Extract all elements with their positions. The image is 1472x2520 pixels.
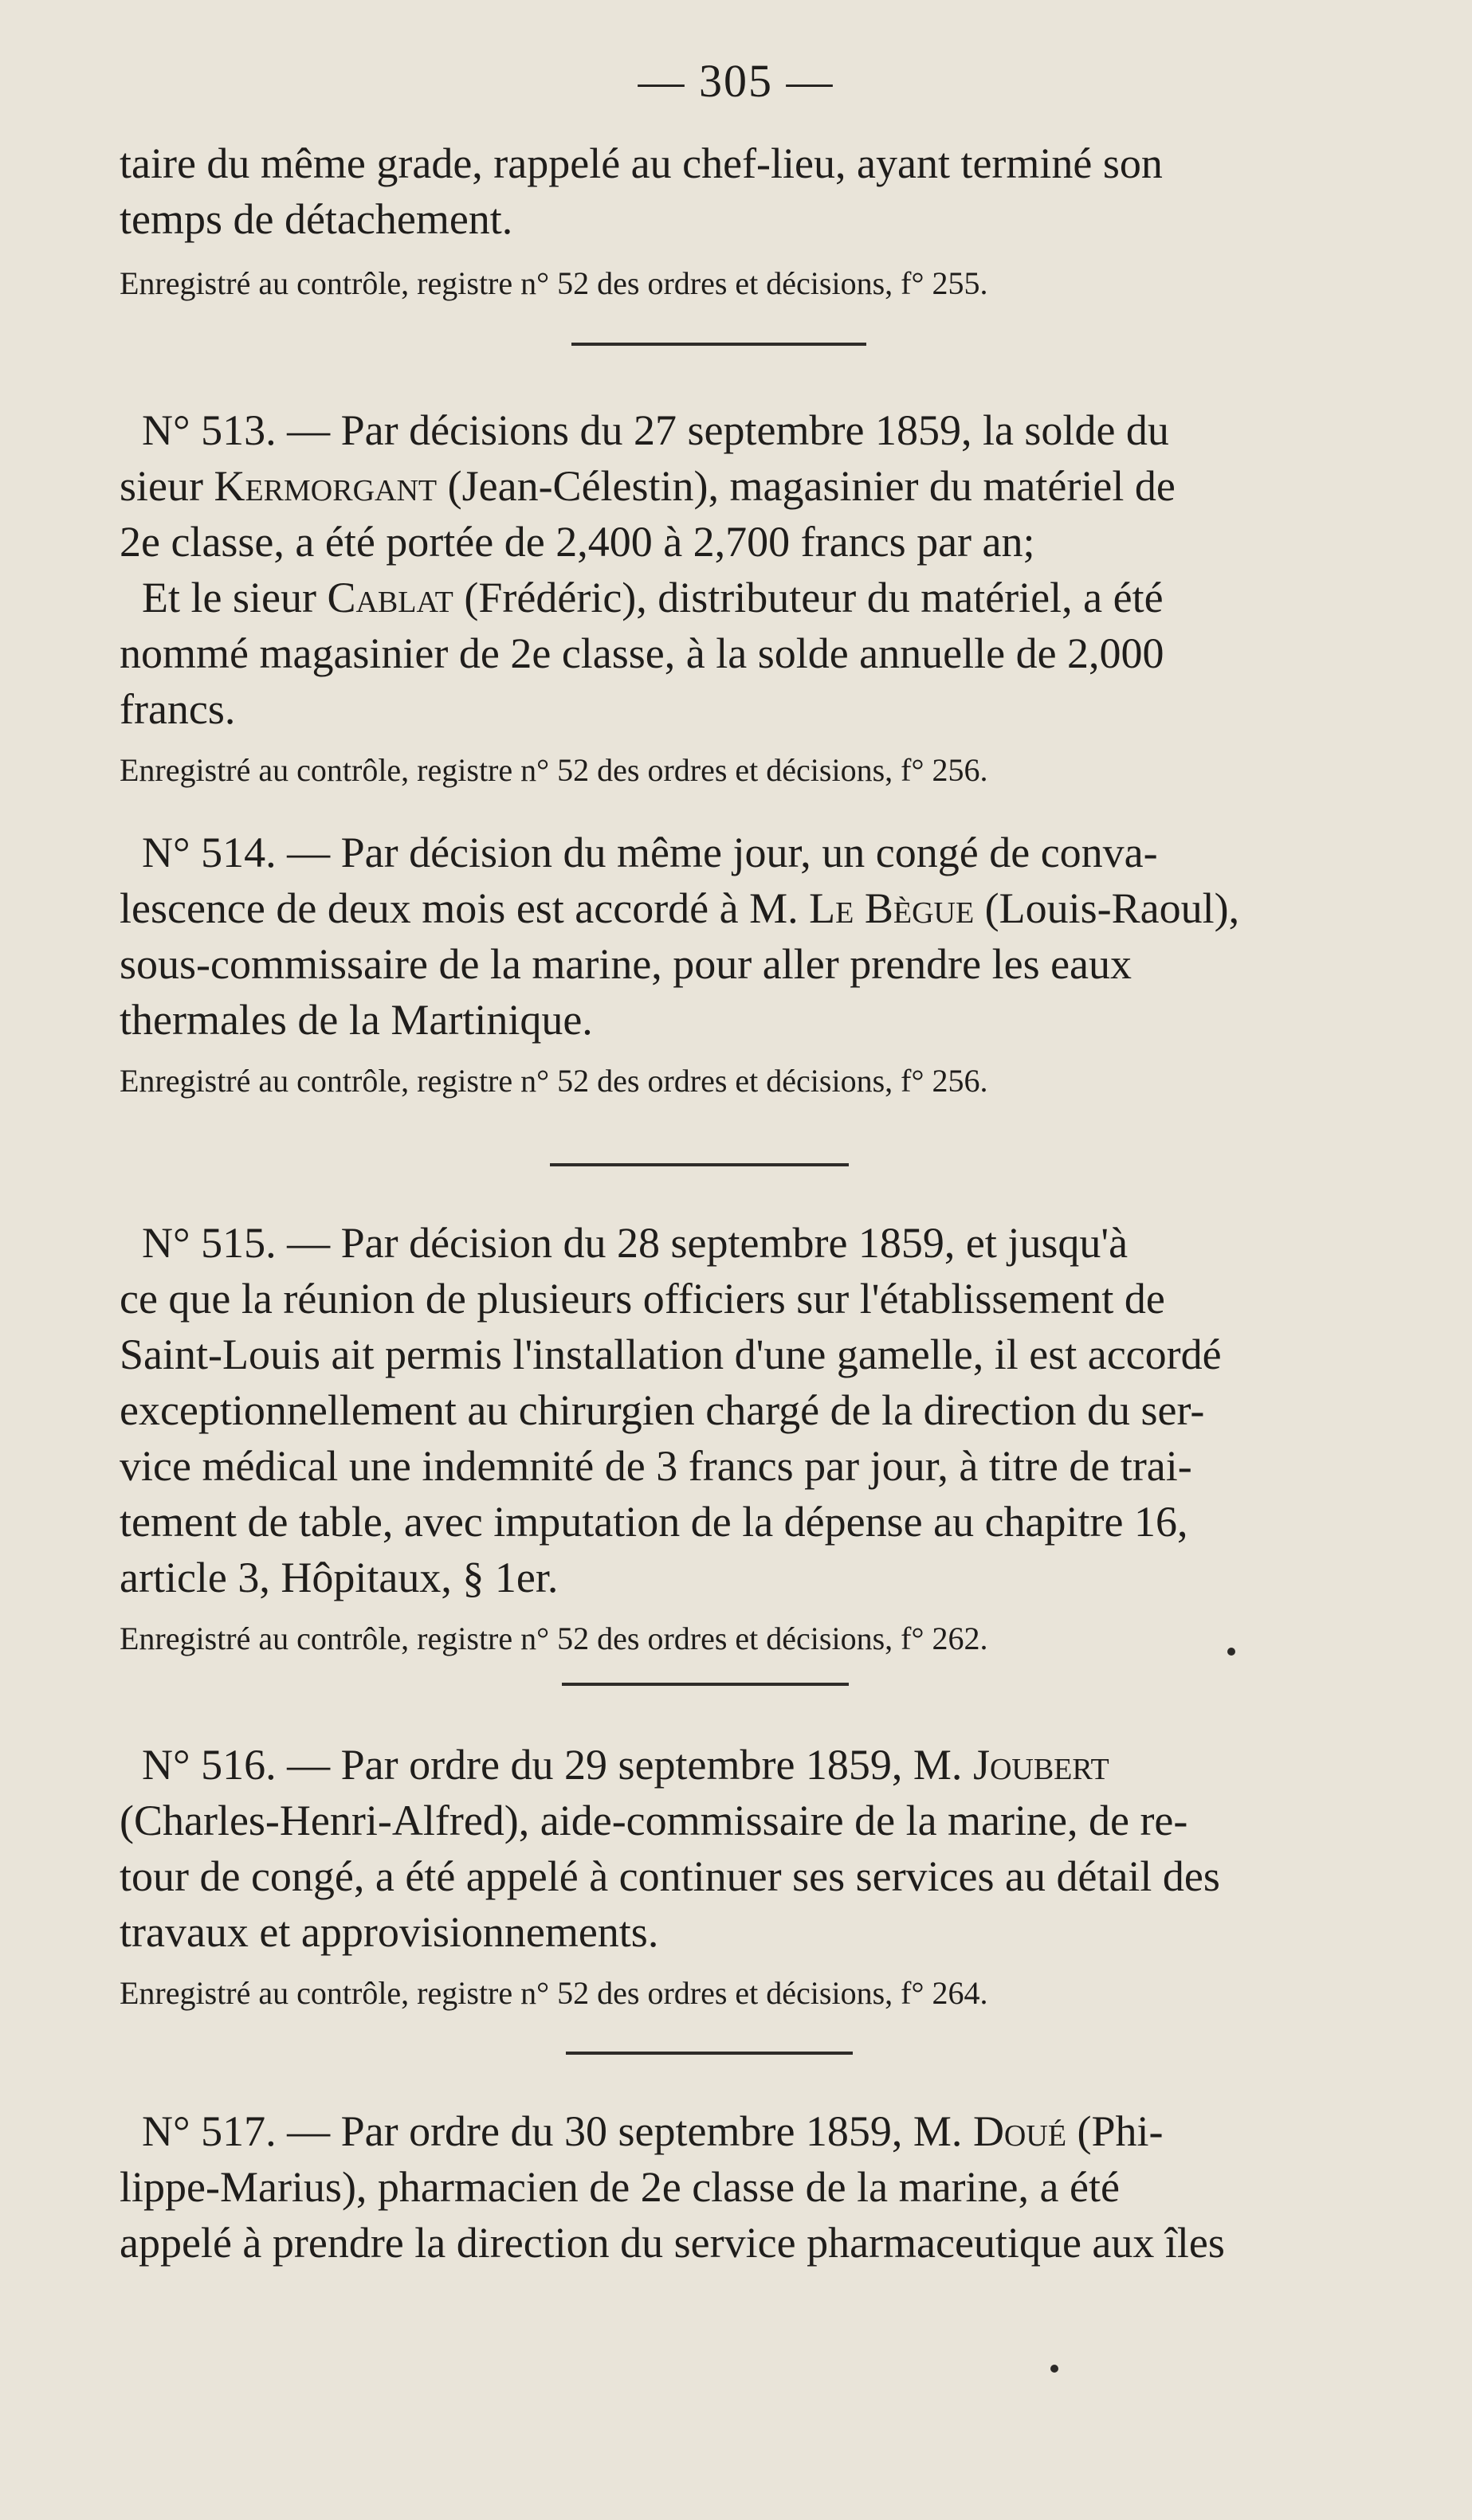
- text-line: [120, 1494, 1315, 1550]
- ink-speck: [1050, 2365, 1058, 2373]
- text-line: [120, 1271, 1315, 1327]
- text-line: [120, 880, 1315, 936]
- text-run: lescence de deux mois est accordé à M.: [120, 884, 810, 932]
- decision-text: [120, 1737, 1315, 1960]
- decision-entry: [120, 402, 1315, 791]
- person-surname: Le Bègue: [809, 884, 975, 932]
- text-run: sous-commissaire de la marine, pour aller prendre les eaux: [120, 940, 1132, 988]
- text-run: thermales de la Martinique.: [120, 996, 593, 1044]
- page-number: — 305 —: [638, 55, 834, 107]
- text-run: vice médical une indemnité de 3 francs par jour, à titre de trai-: [120, 1442, 1192, 1490]
- text-run: (Frédéric), distributeur du matériel, a été: [453, 574, 1164, 621]
- text-line: [120, 625, 1315, 681]
- text-run: ce que la réunion de plusieurs officiers sur l'établissement de: [120, 1275, 1165, 1323]
- registry-note: Enregistré au contrôle, registre n° 52 des ordres et décisions, f° 264.: [120, 1975, 988, 2011]
- text-line: [120, 1327, 1315, 1382]
- decision-entry: [120, 1215, 1315, 1660]
- text-run: (Charles-Henri-Alfred), aide-commissaire de la marine, de re-: [120, 1797, 1188, 1844]
- text-run: lippe-Marius), pharmacien de 2e classe de la marine, a été: [120, 2163, 1120, 2211]
- text-line: [120, 570, 1315, 625]
- text-run: sieur: [120, 462, 214, 510]
- text-line: [120, 2159, 1315, 2215]
- text-run: tour de congé, a été appelé à continuer ses services au détail des: [120, 1852, 1220, 1900]
- text-line: [120, 1737, 1315, 1793]
- text-line: [120, 2103, 1315, 2159]
- text-run: Et le sieur: [142, 574, 328, 621]
- registry-note: Enregistré au contrôle, registre n° 52 des ordres et décisions, f° 262.: [120, 1621, 988, 1656]
- text-run: N° 517. — Par ordre du 30 septembre 1859, M.: [142, 2107, 973, 2155]
- text-line: [120, 1382, 1315, 1438]
- decision-entry: [120, 2103, 1315, 2271]
- text-line: [120, 514, 1315, 570]
- text-line: [120, 1215, 1315, 1271]
- text-line: [120, 825, 1315, 880]
- text-line: [120, 1848, 1315, 1904]
- text-run: exceptionnellement au chirurgien chargé de la direction du ser-: [120, 1386, 1205, 1434]
- decision-text: [120, 1215, 1315, 1605]
- text-run: article 3, Hôpitaux, § 1er.: [120, 1554, 559, 1601]
- text-line: [120, 992, 1315, 1048]
- text-line: [120, 1793, 1315, 1848]
- text-run: nommé magasinier de 2e classe, à la solde annuelle de 2,000: [120, 629, 1164, 677]
- text-line: [120, 2215, 1315, 2271]
- section-rule: [571, 343, 866, 346]
- text-run: 2e classe, a été portée de 2,400 à 2,700 francs par an;: [120, 518, 1035, 566]
- text-line: [120, 1438, 1315, 1494]
- person-surname: Kermorgant: [214, 462, 438, 510]
- section-rule: [562, 1683, 849, 1686]
- text-line: [120, 1904, 1315, 1960]
- person-surname: Doué: [972, 2107, 1067, 2155]
- text-run: Saint-Louis ait permis l'installation d'une gamelle, il est accordé: [120, 1331, 1222, 1378]
- text-run: N° 513. — Par décisions du 27 septembre 1859, la solde du: [142, 406, 1169, 454]
- text-line: [120, 402, 1315, 458]
- decision-text: [120, 825, 1315, 1048]
- text-run: francs.: [120, 685, 236, 733]
- ink-speck: [1227, 1648, 1235, 1656]
- continuation-line: taire du même grade, rappelé au chef-lieu, ayant terminé son: [120, 139, 1163, 187]
- continuation-line: temps de détachement.: [120, 195, 513, 243]
- text-run: N° 516. — Par ordre du 29 septembre 1859, M.: [142, 1741, 973, 1789]
- registry-note: Enregistré au contrôle, registre n° 52 des ordres et décisions, f° 256.: [120, 752, 988, 788]
- text-line: [120, 681, 1315, 737]
- person-surname: Joubert: [972, 1741, 1109, 1789]
- text-run: (Louis-Raoul),: [974, 884, 1240, 932]
- section-rule: [566, 2052, 853, 2055]
- continuation-block: [120, 135, 1315, 304]
- text-run: (Phi-: [1066, 2107, 1164, 2155]
- registry-note: Enregistré au contrôle, registre n° 52 des ordres et décisions, f° 256.: [120, 1063, 988, 1099]
- registry-note: Enregistré au contrôle, registre n° 52 des ordres et décisions, f° 255.: [120, 265, 988, 301]
- text-run: tement de table, avec imputation de la dépense au chapitre 16,: [120, 1498, 1188, 1546]
- decision-entry: [120, 825, 1315, 1102]
- decision-entry: [120, 1737, 1315, 2014]
- text-run: appelé à prendre la direction du service pharmaceutique aux îles: [120, 2219, 1225, 2267]
- decision-text: [120, 2103, 1315, 2271]
- text-run: (Jean-Célestin), magasinier du matériel de: [437, 462, 1176, 510]
- text-run: N° 515. — Par décision du 28 septembre 1859, et jusqu'à: [142, 1219, 1129, 1267]
- section-rule: [550, 1163, 849, 1166]
- text-line: [120, 936, 1315, 992]
- text-run: N° 514. — Par décision du même jour, un congé de conva-: [142, 829, 1158, 876]
- person-surname: Cablat: [327, 574, 453, 621]
- decision-text: [120, 402, 1315, 737]
- text-line: [120, 1550, 1315, 1605]
- text-run: travaux et approvisionnements.: [120, 1908, 659, 1956]
- text-line: [120, 458, 1315, 514]
